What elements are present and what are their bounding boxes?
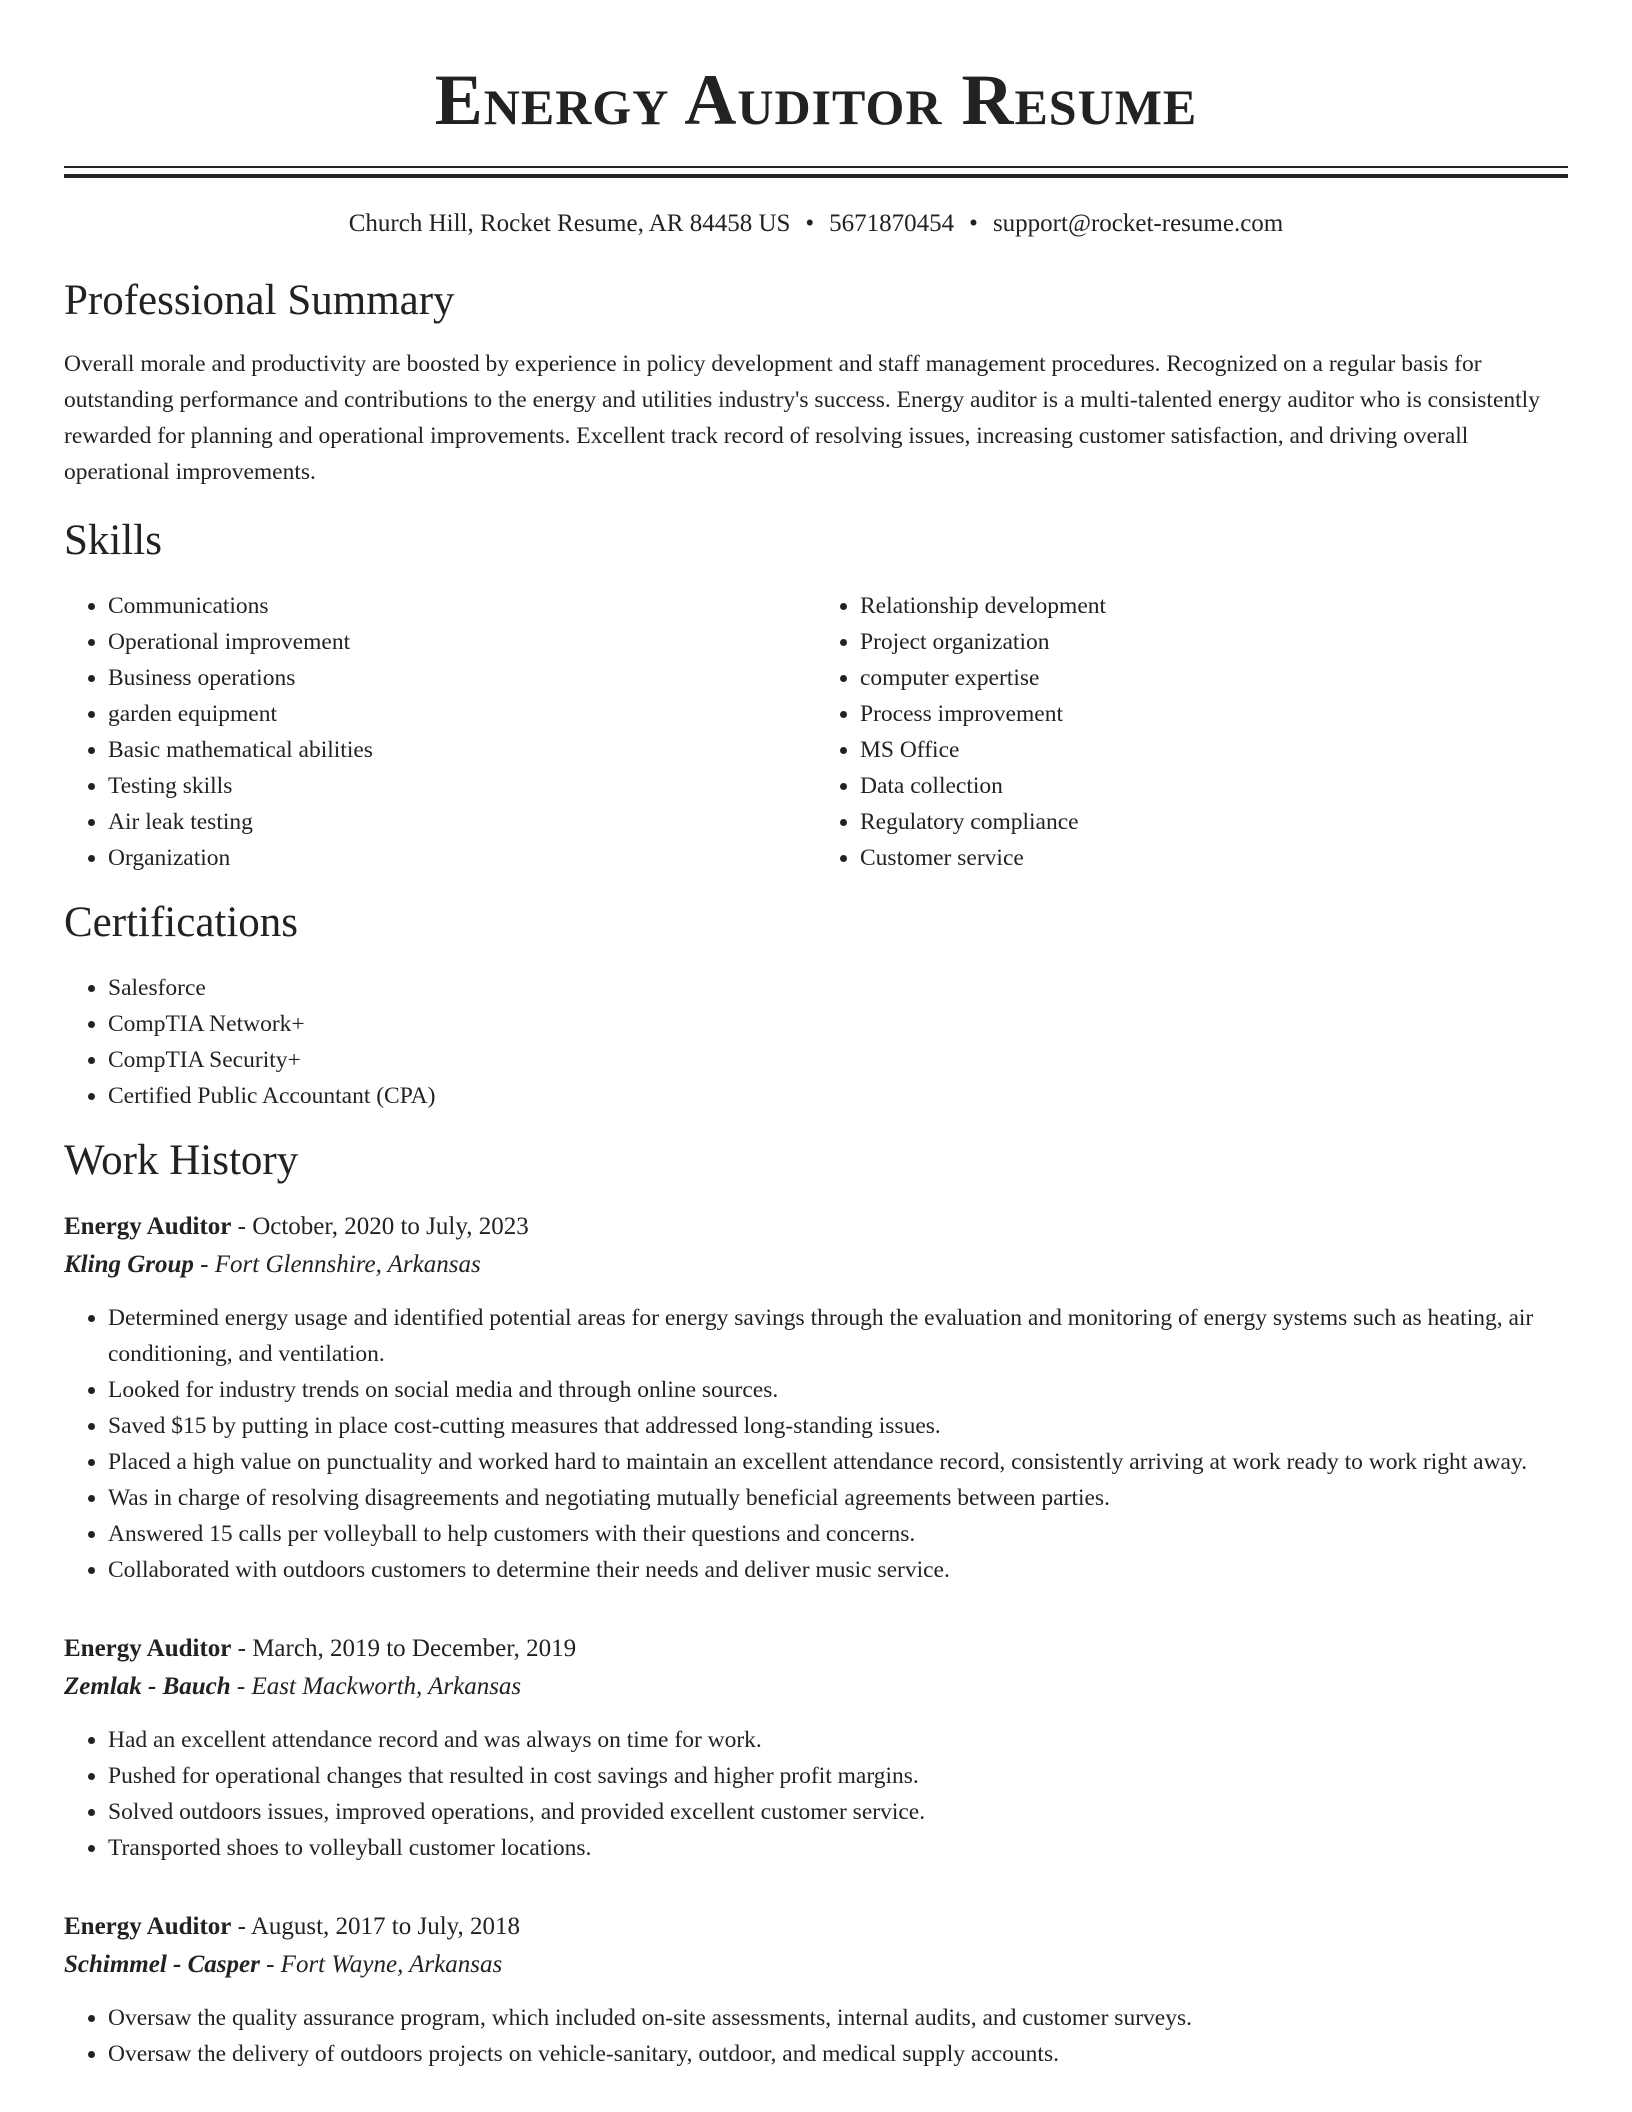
job-employer <box>64 1246 1568 1284</box>
job-bullet: • Was in charge of resolving disagreements and negotiating mutually beneficial agreements between parties. <box>108 1480 1568 1516</box>
skills-section <box>64 516 1568 876</box>
job-bullet: • Oversaw the quality assurance program, which included on-site assessments, internal audits, and customer surveys. <box>108 2000 1568 2036</box>
skill-item: • MS Office <box>860 732 1568 768</box>
job-dates: - March, 2019 to December, 2019 <box>231 1635 577 1662</box>
certifications-list <box>64 970 1568 1114</box>
job-dates: - October, 2020 to July, 2023 <box>231 1213 529 1240</box>
contact-line <box>64 208 1568 240</box>
job-location: - East Mackworth, Arkansas <box>230 1673 522 1700</box>
job-bullet: • Pushed for operational changes that resulted in cost savings and higher profit margins. <box>108 1758 1568 1794</box>
contact-phone: 5671870454 <box>829 210 955 237</box>
certification-item: • Salesforce <box>108 970 1568 1006</box>
skill-item: • Organization <box>108 840 816 876</box>
job-bullet: • Transported shoes to volleyball customer locations. <box>108 1830 1568 1866</box>
skills-columns <box>64 588 1568 876</box>
skills-list-left <box>64 588 816 876</box>
job-dates: - August, 2017 to July, 2018 <box>231 1913 521 1940</box>
skill-item: • Relationship development <box>860 588 1568 624</box>
job-company: Schimmel - Casper <box>64 1951 260 1978</box>
skill-item: • garden equipment <box>108 696 816 732</box>
certification-item: • CompTIA Network+ <box>108 1006 1568 1042</box>
certification-item: • CompTIA Security+ <box>108 1042 1568 1078</box>
skills-heading: Skills <box>64 517 162 564</box>
skill-item: • Project organization <box>860 624 1568 660</box>
job-bullet: • Determined energy usage and identified potential areas for energy savings through the evaluation and monitoring of energy systems such as heating, air conditioning, and ventilation. <box>108 1300 1568 1372</box>
job-title: Energy Auditor <box>64 1213 232 1240</box>
skill-item: • computer expertise <box>860 660 1568 696</box>
certifications-heading: Certifications <box>64 899 299 946</box>
contact-separator: • <box>969 210 978 237</box>
job-location: - Fort Wayne, Arkansas <box>259 1951 503 1978</box>
skills-list-right <box>816 588 1568 876</box>
job-bullet: • Saved $15 by putting in place cost-cutting measures that addressed long-standing issues. <box>108 1408 1568 1444</box>
job-bullet: • Placed a high value on punctuality and worked hard to maintain an excellent attendance record, consistently arriving at work ready to work right away. <box>108 1444 1568 1480</box>
title-divider <box>64 166 1568 178</box>
job-entry <box>64 1208 1568 1588</box>
certifications-section <box>64 898 1568 1114</box>
job-bullets <box>64 1722 1568 1866</box>
contact-email: support@rocket-resume.com <box>992 210 1284 237</box>
certification-item: • Certified Public Accountant (CPA) <box>108 1078 1568 1114</box>
job-entry <box>64 1908 1568 2072</box>
job-bullet: • Looked for industry trends on social media and through online sources. <box>108 1372 1568 1408</box>
skill-item: • Communications <box>108 588 816 624</box>
summary-heading: Professional Summary <box>64 277 455 324</box>
job-employer <box>64 1946 1568 1984</box>
work-history-heading: Work History <box>64 1137 299 1184</box>
skill-item: • Testing skills <box>108 768 816 804</box>
resume-title: Energy Auditor Resume <box>434 60 1198 140</box>
skill-item: • Business operations <box>108 660 816 696</box>
job-bullets <box>64 2000 1568 2072</box>
job-bullet: • Collaborated with outdoors customers to determine their needs and deliver music service. <box>108 1552 1568 1588</box>
job-bullets <box>64 1300 1568 1588</box>
skill-item: • Regulatory compliance <box>860 804 1568 840</box>
job-company: Kling Group <box>64 1251 194 1278</box>
summary-text: Overall morale and productivity are boosted by experience in policy development and staff management procedures. Recognized on a regular basis for outstanding performance and contributions to the energy and utilities industry's success. Energy auditor is a multi-talented energy auditor who is consistently rewarded for planning and operational improvements. Excellent track record of resolving issues, increasing customer satisfaction, and driving overall operational improvements. <box>64 351 1540 485</box>
skill-item: • Process improvement <box>860 696 1568 732</box>
skill-item: • Air leak testing <box>108 804 816 840</box>
job-title: Energy Auditor <box>64 1635 232 1662</box>
contact-address: Church Hill, Rocket Resume, AR 84458 US <box>348 210 791 237</box>
job-header <box>64 1908 1568 1946</box>
job-employer <box>64 1668 1568 1706</box>
skill-item: • Customer service <box>860 840 1568 876</box>
job-bullet: • Had an excellent attendance record and was always on time for work. <box>108 1722 1568 1758</box>
skill-item: • Operational improvement <box>108 624 816 660</box>
summary-section <box>64 276 1568 490</box>
job-entry <box>64 1630 1568 1866</box>
skill-item: • Basic mathematical abilities <box>108 732 816 768</box>
job-header <box>64 1630 1568 1668</box>
contact-separator: • <box>805 210 815 237</box>
work-history-section <box>64 1136 1568 2072</box>
job-location: - Fort Glennshire, Arkansas <box>193 1251 481 1278</box>
job-bullet: • Answered 15 calls per volleyball to help customers with their questions and concerns. <box>108 1516 1568 1552</box>
skill-item: • Data collection <box>860 768 1568 804</box>
job-bullet: • Oversaw the delivery of outdoors projects on vehicle-sanitary, outdoor, and medical supply accounts. <box>108 2036 1568 2072</box>
resume-page <box>64 0 1568 2072</box>
job-company: Zemlak - Bauch <box>64 1673 231 1700</box>
job-title: Energy Auditor <box>64 1913 232 1940</box>
job-header <box>64 1208 1568 1246</box>
job-bullet: • Solved outdoors issues, improved operations, and provided excellent customer service. <box>108 1794 1568 1830</box>
